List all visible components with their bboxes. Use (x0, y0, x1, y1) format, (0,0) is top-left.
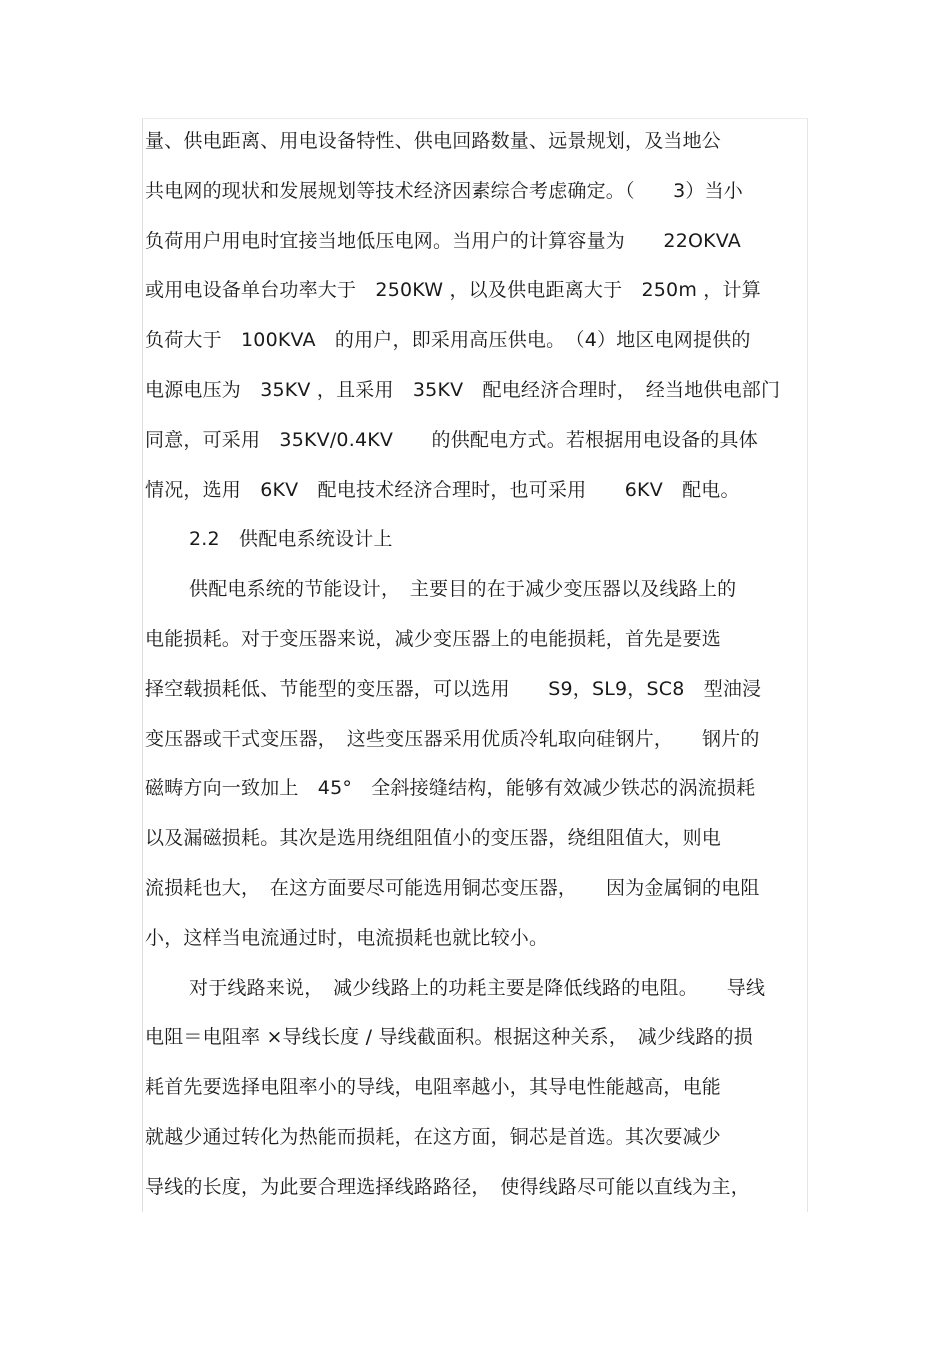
text-line: 电源电压为 35KV ，且采用 35KV 配电经济合理时， 经当地供电部门 (145, 378, 781, 401)
text-line: 择空载损耗低、节能型的变压器，可以选用 S9，SL9，SC8 型油浸 (145, 677, 762, 700)
text-line: 以及漏磁损耗。其次是选用绕组阻值小的变压器，绕组阻值大，则电 (145, 827, 722, 850)
text-line: 情况，选用 6KV 配电技术经济合理时，也可采用 6KV 配电。 (145, 478, 740, 501)
text-line: 量、供电距离、用电设备特性、供电回路数量、远景规划，及当地公 (145, 130, 722, 152)
text-line: 负荷大于 100KVA 的用户，即采用高压供电。 （4）地区电网提供的 (145, 329, 751, 352)
text-line: 共电网的现状和发展规划等技术经济因素综合考虑确定。（ 3）当小 (145, 179, 743, 202)
text-line: 供配电系统的节能设计， 主要目的在于减少变压器以及线路上的 (189, 578, 737, 601)
text-line: 就越少通过转化为热能而损耗，在这方面，铜芯是首选。其次要减少 (145, 1125, 722, 1148)
text-line: 流损耗也大， 在这方面要尽可能选用铜芯变压器， 因为金属铜的电阻 (145, 876, 760, 899)
text-line: 或用电设备单台功率大于 250KW ，以及供电距离大于 250m ，计算 (145, 279, 761, 302)
text-line: 对于线路来说， 减少线路上的功耗主要是降低线路的电阻。 导线 (189, 976, 766, 999)
text-line: 电能损耗。对于变压器来说，减少变压器上的电能损耗，首先是要选 (145, 627, 722, 650)
text-line: 同意，可采用 35KV/0.4KV 的供配电方式。若根据用电设备的具体 (145, 428, 758, 451)
text-line: 变压器或干式变压器， 这些变压器采用优质冷轧取向硅钢片， 钢片的 (145, 727, 760, 750)
document-body (145, 121, 807, 1217)
text-line: 电阻＝电阻率 ×导线长度 / 导线截面积。根据这种关系， 减少线路的损 (145, 1026, 753, 1049)
text-line: 导线的长度，为此要合理选择线路路径， 使得线路尽可能以直线为主， (145, 1175, 750, 1198)
text-line: 耗首先要选择电阻率小的导线，电阻率越小，其导电性能越高，电能 (145, 1076, 722, 1099)
text-line: 2.2 供配电系统设计上 (189, 528, 393, 551)
text-line: 负荷用户用电时宜接当地低压电网。当用户的计算容量为 22OKVA (145, 229, 741, 252)
text-line: 磁畴方向一致加上 45° 全斜接缝结构，能够有效减少铁芯的涡流损耗 (145, 777, 756, 800)
text-line: 小，这样当电流通过时，电流损耗也就比较小。 (145, 926, 549, 949)
